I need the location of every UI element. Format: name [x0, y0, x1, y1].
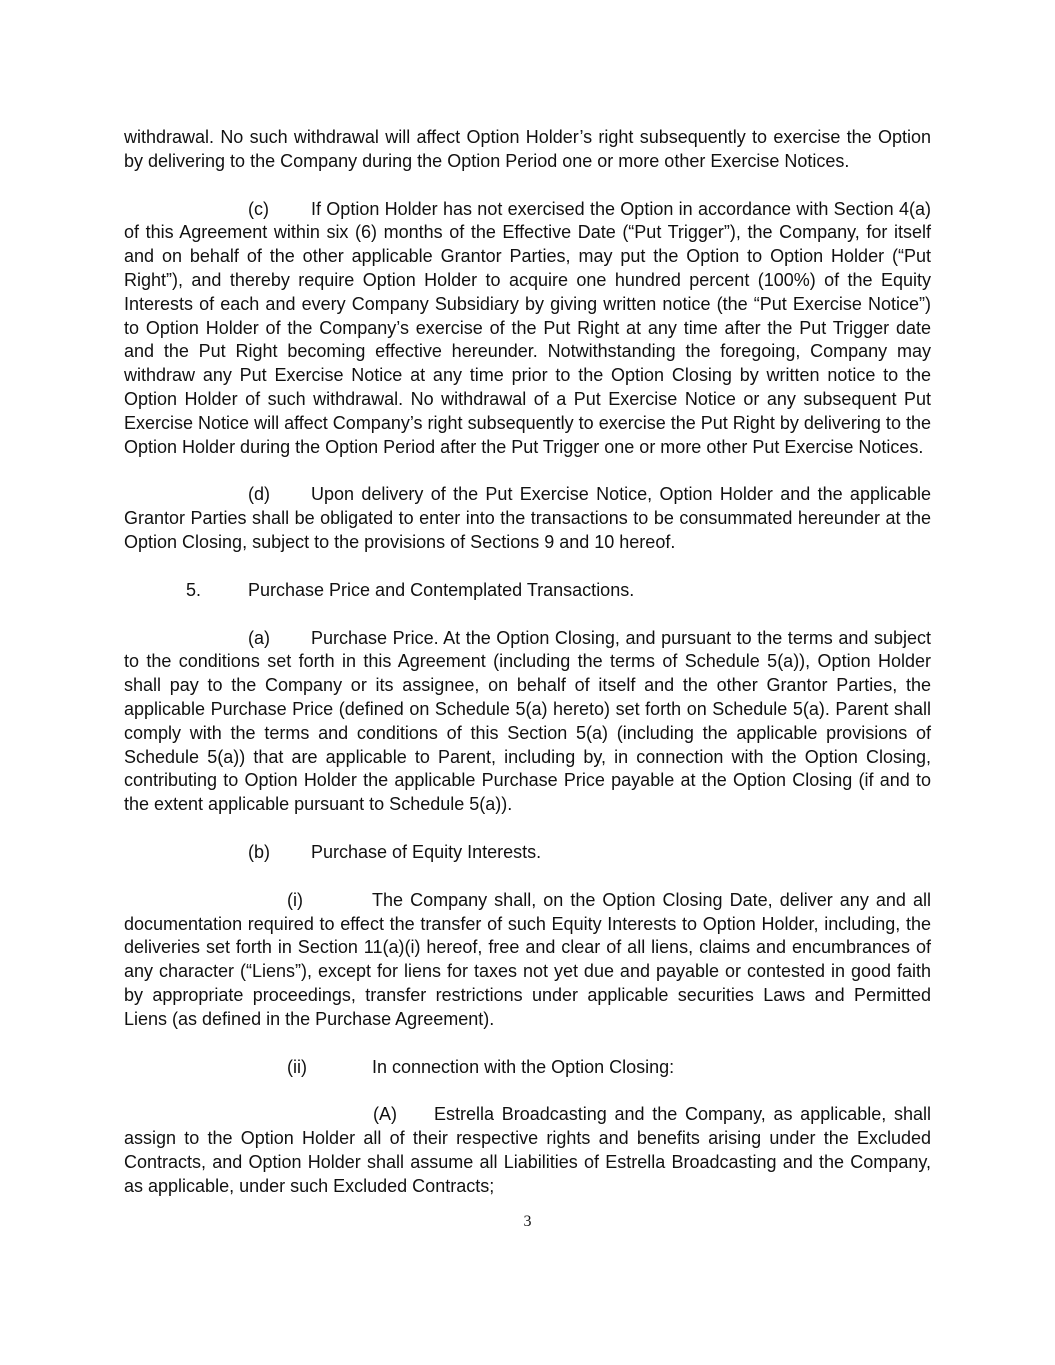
paragraph-label: (b)	[248, 841, 270, 862]
paragraph-text: Estrella Broadcasting and the Company, as applicable, shall assign to the Option Holder all of their respective rights and benefits arising under the Excluded Contracts, and Option Holder shall assume all Liabilities of Estrella Broadcasting and the Company, as applicable, under such Excluded Contracts;	[124, 1104, 931, 1196]
paragraph-text: The Company shall, on the Option Closing Date, deliver any and all documentation required to effect the transfer of such Equity Interests to Option Holder, including, the deliveries set forth in Section 11(a)(i) hereof, free and clear of all liens, claims and encumbrances of any character (“Liens”), except for liens for taxes not yet due and payable or contested in good faith by appropriate proceedings, transfer restrictions under applicable securities Laws and Permitted Liens (as defined in the Purchase Agreement).	[124, 889, 931, 1029]
paragraph-text: If Option Holder has not exercised the Option in accordance with Section 4(a) of this Agreement within six (6) months of the Effective Date (“Put Trigger”), the Company, for itself and on behalf of the other applicable Grantor Parties, may put the Option to Option Holder (“Put Right”), and thereby require Option Holder to acquire one hundred percent (100%) of the Equity Interests of each and every Company Subsidiary by giving written notice (the “Put Exercise Notice”) to Option Holder of the Company’s exercise of the Put Right at any time after the Put Trigger date and the Put Right becoming effective hereunder. Notwithstanding the foregoing, Company may withdraw any Put Exercise Notice at any time prior to the Option Closing by written notice to the Option Holder of such withdrawal. No withdrawal of a Put Exercise Notice or any subsequent Put Exercise Notice will affect Company’s right subsequently to exercise the Put Right by delivering to the Option Holder during the Option Period after the Put Trigger one or more other Put Exercise Notices.	[124, 198, 931, 457]
paragraph-text: Purchase of Equity Interests.	[311, 841, 542, 862]
document-body	[124, 126, 931, 1222]
paragraph-5b-ii	[124, 1056, 931, 1080]
paragraph-text: withdrawal. No such withdrawal will affect Option Holder’s right subsequently to exercise the Option by delivering to the Company during the Option Period one or more other Exercise Notices.	[124, 127, 931, 171]
paragraph-5b-ii-A	[124, 1103, 931, 1198]
paragraph-label: (i)	[287, 889, 303, 910]
section-number: 5.	[186, 579, 202, 600]
paragraph-label: (c)	[248, 198, 269, 219]
paragraph-text: Upon delivery of the Put Exercise Notice, Option Holder and the applicable Grantor Parties shall be obligated to enter into the transactions to be consummated hereunder at the Option Closing, subject to the provisions of Sections 9 and 10 hereof.	[124, 484, 931, 552]
page-number: 3	[523, 1213, 532, 1230]
paragraph-label: (a)	[248, 627, 270, 648]
paragraph-continuation	[124, 126, 931, 174]
paragraph-label: (ii)	[287, 1056, 307, 1077]
paragraph-4c	[124, 198, 931, 460]
paragraph-5b-i	[124, 889, 931, 1032]
paragraph-label: (d)	[248, 484, 270, 505]
paragraph-label: (A)	[373, 1104, 397, 1125]
section-heading-5	[124, 579, 931, 603]
paragraph-5a	[124, 627, 931, 817]
section-title: Purchase Price and Contemplated Transactions.	[248, 579, 635, 600]
paragraph-text: Purchase Price. At the Option Closing, and pursuant to the terms and subject to the conditions set forth in this Agreement (including the terms of Schedule 5(a)), Option Holder shall pay to the Company or its assignee, on behalf of itself and the other Grantor Parties, the applicable Purchase Price (defined on Schedule 5(a) hereto) set forth on Schedule 5(a). Parent shall comply with the terms and conditions of this Section 5(a) (including the applicable provisions of Schedule 5(a)) that are applicable to Parent, including by, in connection with the Option Closing, contributing to Option Holder the applicable Purchase Price payable at the Option Closing (if and to the extent applicable pursuant to Schedule 5(a)).	[124, 627, 931, 815]
paragraph-4d	[124, 483, 931, 554]
paragraph-5b	[124, 841, 931, 865]
paragraph-text: In connection with the Option Closing:	[372, 1056, 675, 1077]
